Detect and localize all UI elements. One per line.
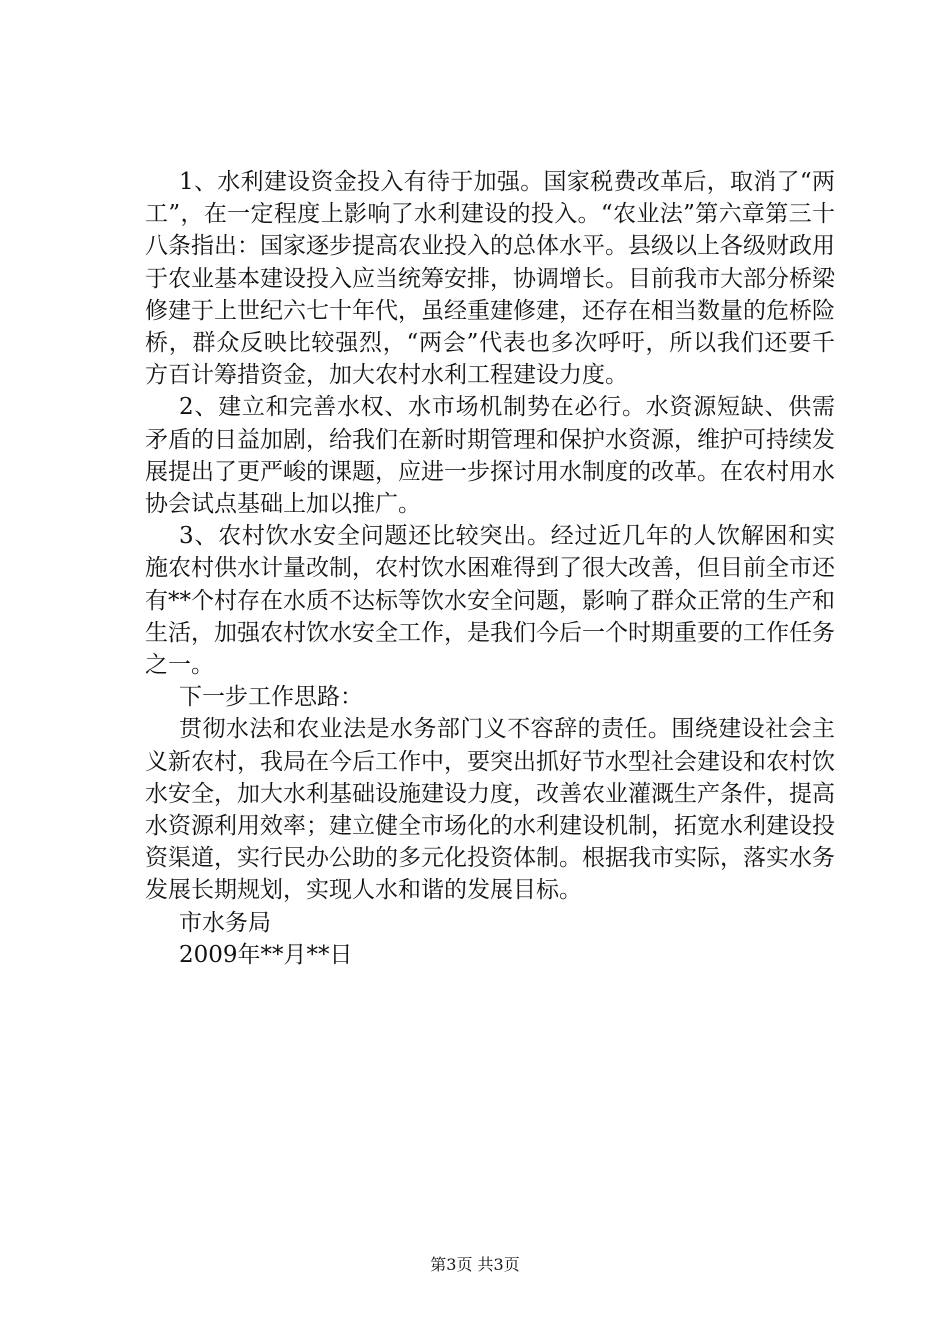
paragraph-next-step: 贯彻水法和农业法是水务部门义不容辞的责任。围绕建设社会主义新农村，我局在今后工作中，要突出抓好节水型社会建设和农村饮水安全，加大水利基础设施建设力度，改善农业灌溉生产条件，提高水资源利用效率；建立健全市场化的水利建设机制，拓宽水利建设投资渠道，实行民办公助的多元化投资体制。根据我市实际，落实水务发展长期规划，实现人水和谐的发展目标。: [145, 716, 835, 904]
section-heading-next-step: 下一步工作思路：: [179, 684, 363, 711]
signature: 市水务局: [179, 909, 271, 936]
paragraph-funding: 1、水利建设资金投入有待于加强。国家税费改革后，取消了“两工”，在一定程度上影响了水利建设的投入。“农业法”第六章第三十八条指出：国家逐步提高农业投入的总体水平。县级以上各级财政用于农业基本建设投入应当统筹安排，协调增长。目前我市大部分桥梁修建于上世纪六七十年代，虽经重建修建，还存在相当数量的危桥险桥，群众反映比较强烈，“两会”代表也多次呼吁，所以我们还要千方百计筹措资金，加大农村水利工程建设力度。: [145, 169, 835, 389]
paragraph-water-rights: 2、建立和完善水权、水市场机制势在必行。水资源短缺、供需矛盾的日益加剧，给我们在新时期管理和保护水资源，维护可持续发展提出了更严峻的课题，应进一步探讨用水制度的改革。在农村用水协会试点基础上加以推广。: [145, 394, 835, 518]
page-footer: [0, 1254, 950, 1276]
page-number: 第3页 共3页: [430, 1255, 520, 1274]
document-date: 2009年**月**日: [179, 941, 353, 968]
document-body: [145, 166, 835, 971]
paragraph-drinking-water: 3、农村饮水安全问题还比较突出。经过近几年的人饮解困和实施农村供水计量改制，农村饮水困难得到了很大改善，但目前全市还有**个村存在水质不达标等饮水安全问题，影响了群众正常的生产和生活，加强农村饮水安全工作，是我们今后一个时期重要的工作任务之一。: [145, 523, 835, 679]
